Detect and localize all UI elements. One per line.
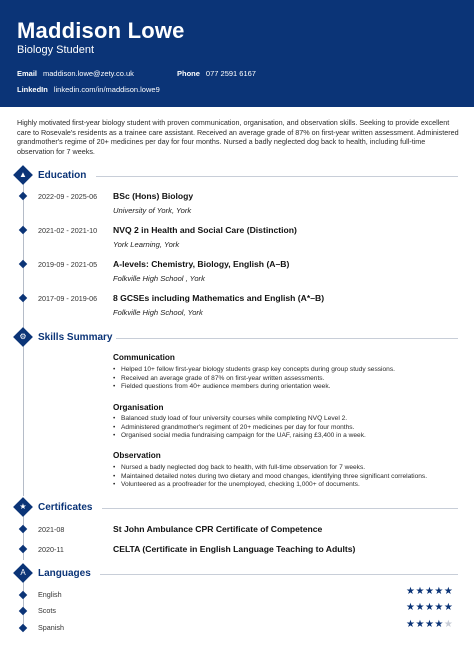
- certificates-heading: Certificates: [38, 502, 93, 513]
- skills-heading: Skills Summary: [38, 332, 113, 343]
- timeline-dot: [19, 226, 27, 234]
- linkedin-label: LinkedIn: [17, 85, 48, 94]
- timeline-dot: [19, 545, 27, 553]
- email-label: Email: [17, 69, 38, 78]
- entry-title: BSc (Hons) Biology: [113, 191, 194, 201]
- star-icon: ★: [406, 602, 416, 613]
- skill-group-list: [113, 415, 458, 441]
- award-icon: ★: [13, 497, 33, 517]
- list-item: • Volunteered as a proofreader for the unemployed, checking 1,000+ of documents.: [113, 481, 458, 490]
- skills-timeline: [23, 336, 24, 496]
- entry-institution: Folkville High School, York: [113, 308, 203, 317]
- timeline-dot: [19, 607, 27, 615]
- star-icon: ★: [415, 619, 425, 630]
- languages-icon: A: [13, 563, 33, 583]
- entry-date: 2021-02 - 2021-10: [38, 226, 98, 235]
- entry-institution: Folkville High School , York: [113, 274, 205, 283]
- entry-institution: York Learning, York: [113, 240, 180, 249]
- languages-divider: [100, 574, 458, 575]
- email-contact: [17, 69, 134, 78]
- list-item: • Helped 10+ fellow first-year biology students grasp key concepts during group study sessions.: [113, 366, 458, 375]
- entry-institution: University of York, York: [113, 206, 192, 215]
- timeline-dot: [19, 192, 27, 200]
- language-name: English: [38, 590, 62, 599]
- skills-icon: ⚙: [13, 327, 33, 347]
- list-item: • Organised social media fundraising campaign for the UAF, raising £3,400 in a week.: [113, 432, 458, 441]
- timeline-dot: [19, 260, 27, 268]
- star-icon: ★: [424, 619, 435, 630]
- star-icon: ★: [443, 586, 454, 597]
- certificate-date: 2021-08: [38, 525, 65, 534]
- star-icon: ★: [406, 586, 416, 597]
- linkedin-contact: [17, 85, 160, 94]
- candidate-name: Maddison Lowe: [17, 18, 185, 43]
- education-heading: Education: [38, 170, 87, 181]
- email-value[interactable]: maddison.lowe@zety.co.uk: [43, 69, 134, 78]
- skill-group-list: [113, 366, 458, 392]
- certificates-divider: [102, 508, 458, 509]
- skill-group-list: [113, 464, 458, 490]
- phone-value[interactable]: 077 2591 6167: [205, 69, 256, 78]
- education-divider: [96, 176, 458, 177]
- skill-group-title: Communication: [113, 353, 175, 362]
- star-icon: ★: [424, 602, 435, 613]
- languages-heading: Languages: [38, 568, 91, 579]
- star-icon: ★: [434, 602, 444, 613]
- phone-contact: [177, 69, 256, 78]
- linkedin-value[interactable]: linkedin.com/in/maddison.lowe9: [53, 85, 160, 94]
- graduation-cap-icon: ▲: [13, 165, 33, 185]
- profile-summary: Highly motivated first-year biology student with proven communication, organisation, and observation skills. Seeking to provide excellent care to Rosevale's residents as a trainee care assistant. Received an average grade of 87% on first-year written assessment. Administered grandmother's regime of 20+ medicines per day for four months. Nursed a badly neglected dog back to health, including full-time observation for 7 weeks.: [17, 118, 459, 156]
- star-icon: ★: [443, 619, 454, 630]
- certificate-date: 2020-11: [38, 545, 64, 554]
- timeline-dot: [19, 624, 27, 632]
- language-name: Spanish: [38, 623, 64, 632]
- list-item: • Fielded questions from 40+ audience members during orientation week.: [113, 383, 458, 392]
- skills-divider: [116, 338, 458, 339]
- star-icon: ★: [434, 586, 444, 597]
- certificate-title: CELTA (Certificate in English Language Teaching to Adults): [113, 544, 356, 554]
- entry-title: NVQ 2 in Health and Social Care (Distinction): [113, 225, 297, 235]
- entry-title: A-levels: Chemistry, Biology, English (A–B): [113, 259, 290, 269]
- skill-group-title: Organisation: [113, 403, 164, 412]
- resume-header: [0, 0, 474, 107]
- entry-date: 2019-09 - 2021-05: [38, 260, 98, 269]
- entry-date: 2017-09 - 2019-06: [38, 294, 98, 303]
- list-item: • Maintained detailed notes during two dietary and mood changes, identifying three significant correlations.: [113, 473, 458, 482]
- language-name: Scots: [38, 606, 56, 615]
- language-rating: [406, 619, 453, 630]
- star-icon: ★: [415, 602, 425, 613]
- list-item: • Received an average grade of 87% on first-year written assessments.: [113, 375, 458, 384]
- timeline-dot: [19, 525, 27, 533]
- star-icon: ★: [424, 586, 435, 597]
- candidate-role: Biology Student: [17, 44, 95, 56]
- timeline-dot: [19, 294, 27, 302]
- entry-title: 8 GCSEs including Mathematics and English (A*–B): [113, 293, 325, 303]
- list-item: • Administered grandmother's regiment of 20+ medicines per day for four months.: [113, 424, 458, 433]
- star-icon: ★: [415, 586, 425, 597]
- list-item: • Nursed a badly neglected dog back to health, with full-time observation for 7 weeks.: [113, 464, 458, 473]
- timeline-dot: [19, 591, 27, 599]
- certificate-title: St John Ambulance CPR Certificate of Competence: [113, 524, 323, 534]
- entry-date: 2022-09 - 2025-06: [38, 192, 98, 201]
- star-icon: ★: [406, 619, 416, 630]
- star-icon: ★: [434, 619, 444, 630]
- phone-label: Phone: [177, 69, 200, 78]
- list-item: • Balanced study load of four university courses while completing NVQ Level 2.: [113, 415, 458, 424]
- language-rating: [406, 586, 453, 597]
- star-icon: ★: [443, 602, 454, 613]
- language-rating: [406, 602, 453, 613]
- skill-group-title: Observation: [113, 451, 161, 460]
